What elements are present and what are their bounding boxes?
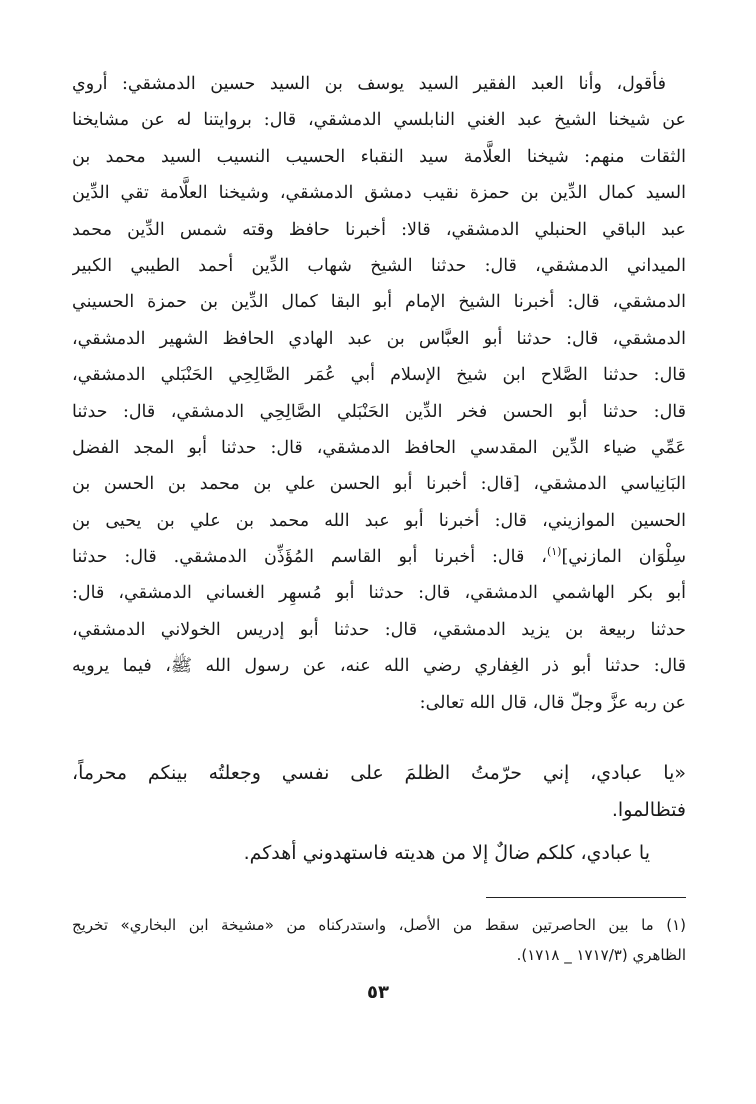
text-line: السيد كمال الدِّين بن حمزة نقيب دمشق الدمشقي، وشيخنا العلَّامة تقي الدِّين: [72, 183, 686, 204]
text-fragment: سِلْوَان المازني]: [561, 547, 686, 568]
text-line: فأقول، وأنا العبد الفقير السيد يوسف بن السيد حسين الدمشقي: أروي: [72, 74, 666, 94]
text-line: عبد الباقي الحنبلي الدمشقي، قالا: أخبرنا حافظ وقته شمس الدِّين محمد: [72, 219, 686, 240]
text-line: قال: حدثنا أبو ذر الغِفاري رضي الله عنه، عن رسول الله ﷺ، فيما يرويه: [72, 656, 686, 677]
main-text-block: [72, 66, 686, 721]
footnote-reference: (١): [546, 545, 562, 559]
text-line: عن شيخنا الشيخ عبد الغني النابلسي الدمشقي، قال: بروايتنا له عن مشايخنا: [72, 110, 686, 131]
text-line: الدمشقي، قال: حدثنا أبو العبَّاس بن عبد الهادي الحافظ الشهير الدمشقي،: [72, 328, 686, 349]
quote-line: يا عبادي، كلكم ضالٌ إلا من هديته فاستهدوني أهدكم.: [243, 842, 650, 864]
text-line: عن ربه عزَّ وجلّ قال، قال الله تعالى:: [419, 692, 686, 713]
footnote: [72, 910, 686, 970]
footnote-line: (١) ما بين الحاصرتين سقط من الأصل، واستدركناه من «مشيخة ابن البخاري» تخريج: [72, 916, 686, 934]
text-line: الحسين الموازيني، قال: أخبرنا أبو عبد الله محمد بن علي بن يحيى بن: [72, 510, 686, 531]
hadith-quote: [72, 755, 686, 872]
footnote-line: الظاهري (١٧١٧/٣ _ ١٧١٨).: [516, 946, 686, 964]
text-line: الدمشقي، قال: أخبرنا الشيخ الإمام أبو البقا كمال الدِّين بن حمزة الحسيني: [72, 292, 686, 313]
text-line: حدثنا ربيعة بن يزيد الدمشقي، قال: حدثنا أبو إدريس الخولاني الدمشقي،: [72, 619, 686, 640]
text-line: الثقات منهم: شيخنا العلَّامة سيد النقباء الحسيب النسيب السيد محمد بن: [72, 146, 686, 167]
page-number: ٥٣: [367, 982, 389, 1003]
text-line: عَمِّي ضياء الدِّين المقدسي الحافظ الدمشقي، قال: حدثنا أبو المجد الفضل: [72, 437, 686, 458]
quote-line: «يا عبادي، إني حرّمتُ الظلمَ على نفسي وجعلتُه بينكم محرماً،: [72, 762, 686, 784]
text-line: البَانِياسي الدمشقي، [قال: أخبرنا أبو الحسن علي بن محمد بن الحسن بن: [72, 474, 686, 495]
text-line-with-footnote-ref: [72, 539, 686, 575]
text-fragment: ، قال: أخبرنا أبو القاسم المُؤَذِّن الدمشقي. قال: حدثنا: [72, 547, 547, 568]
footnote-separator: [486, 897, 686, 898]
quote-line: فتظالموا.: [611, 799, 686, 821]
text-line: أبو بكر الهاشمي الدمشقي، قال: حدثنا أبو مُسهِر الغساني الدمشقي، قال:: [72, 583, 686, 604]
text-line: الميداني الدمشقي، قال: حدثنا الشيخ شهاب الدِّين أحمد الطيبي الكبير: [72, 255, 686, 276]
text-line: قال: حدثنا أبو الحسن فخر الدِّين الحَنْبَلي الصَّالِحِي الدمشقي، قال: حدثنا: [72, 401, 686, 422]
text-line: قال: حدثنا الصَّلاح ابن شيخ الإسلام أبي عُمَر الصَّالِحِي الحَنْبَلي الدمشقي،: [72, 365, 686, 386]
